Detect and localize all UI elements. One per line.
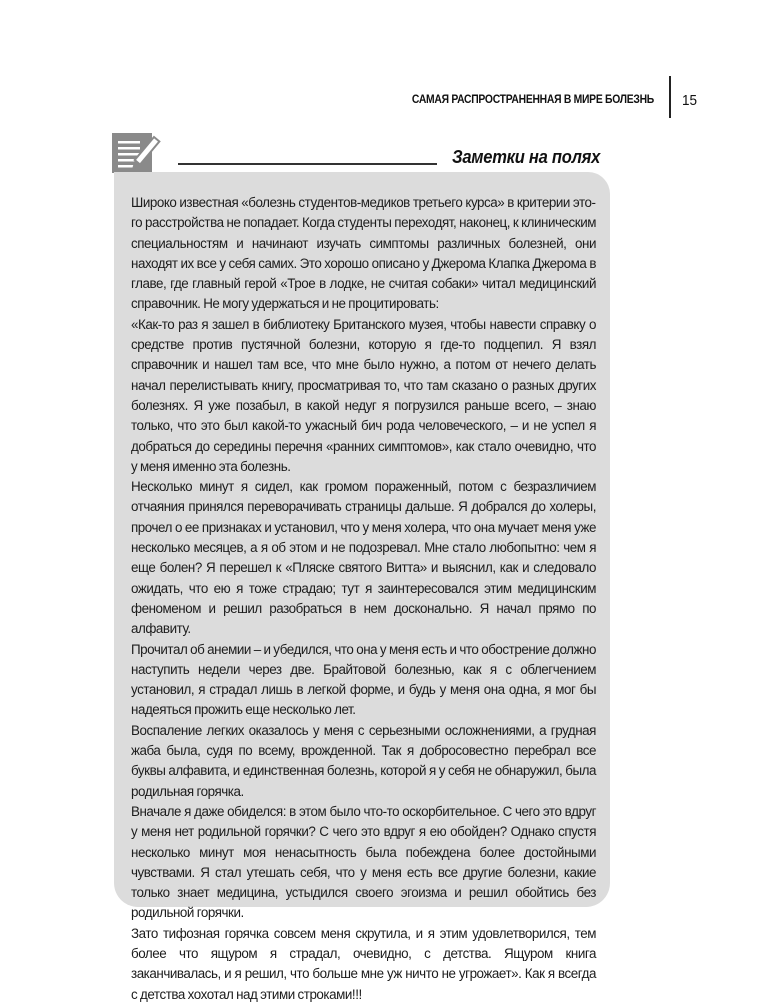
paragraph: «Как-то раз я зашел в библиотеку Британского музея, чтобы навести справку о средстве против пустячной болезни, которую я где-то подцепил. Я взял справочник и нашел там все, что мне было нужно, а потом от нечего делать начал перелистывать книгу, просматривая то, что там сказано о разных других болезнях. Я уже позабыл, в какой недуг я погрузился раньше всего, – знаю только, что это был какой-то ужасный бич рода человеческого, – и не успел я добраться до середины перечня «ранних симптомов», как стало очевидно, что у меня именно эта болезнь. <box>131 316 596 474</box>
paragraph: Прочитал об анемии – и убедился, что она у меня есть и что обострение должно наступить недели через две. Брайтовой болезнью, как я с облегчением установил, я страдал лишь в легкой форме, и будь у меня она одна, я мог бы надеяться прожить еще несколько лет. <box>131 641 596 718</box>
paragraph: Несколько минут я сидел, как громом пораженный, потом с безразличием отчаяния принялся переворачивать страницы дальше. Я добрался до холеры, прочел о ее признаках и установил, что у меня холера, что она мучает меня уже несколько месяцев, а я об этом и не подозревал. Мне стало любопытно: чем я еще болен? Я перешел к «Пляске святого Витта» и выяснил, как и следовало ожидать, что ею я тоже страдаю; тут я заинтересовался этим медицинским феноменом и решил разобраться в нем досконально. Я начал прямо по алфавиту. <box>131 479 596 637</box>
paragraph: Вначале я даже обиделся: в этом было что-то оскорбительное. С чего это вдруг у меня нет родильной горячки? С чего это вдруг я ею обойден? Однако спустя несколько минут моя ненасытность была побеждена более достойными чувствами. Я стал утешать себя, что у меня есть все другие болезни, какие только знает медицина, устыдился своего эгоизма и решил обойтись без родильной горячки. <box>131 803 596 921</box>
page-number: 15 <box>682 92 698 109</box>
paragraph: Широко известная «болезнь студентов-медиков третьего курса» в критерии этого расстройства не попадает. Когда студенты переходят, наконец, к клиническим специальностям и начинают изучать симптомы различных болезней, они находят их все у себя самих. Это хорошо описано у Джерома Клапка Джерома в главе, где главный герой «Трое в лодке, не считая собаки» читал медицинский справочник. Не могу удержаться и не процитировать: <box>131 195 596 312</box>
notepad-pencil-icon <box>112 131 168 175</box>
paragraph: Воспаление легких оказалось у меня с серьезными осложнениями, а грудная жаба была, судя по всему, врожденной. Так я добросовестно перебрал все буквы алфавита, и единственная болезнь, которой я у себя не обнаружил, была родильная горячка. <box>131 722 596 799</box>
title-underline <box>178 163 437 165</box>
header-divider <box>669 76 671 118</box>
note-text <box>131 193 596 1005</box>
section-title: Заметки на полях <box>452 147 601 167</box>
running-header: САМАЯ РАСПРОСТРАНЕННАЯ В МИРЕ БОЛЕЗНЬ <box>411 94 654 106</box>
paragraph: Зато тифозная горячка совсем меня скрутила, и я этим удовлетворился, тем более что ящуром я страдал, очевидно, с детства. Ящуром книга заканчивалась, и я решил, что больше мне уж ничто не угрожает». Как я всегда с детства хохотал над этими строками!!! <box>131 925 596 1002</box>
